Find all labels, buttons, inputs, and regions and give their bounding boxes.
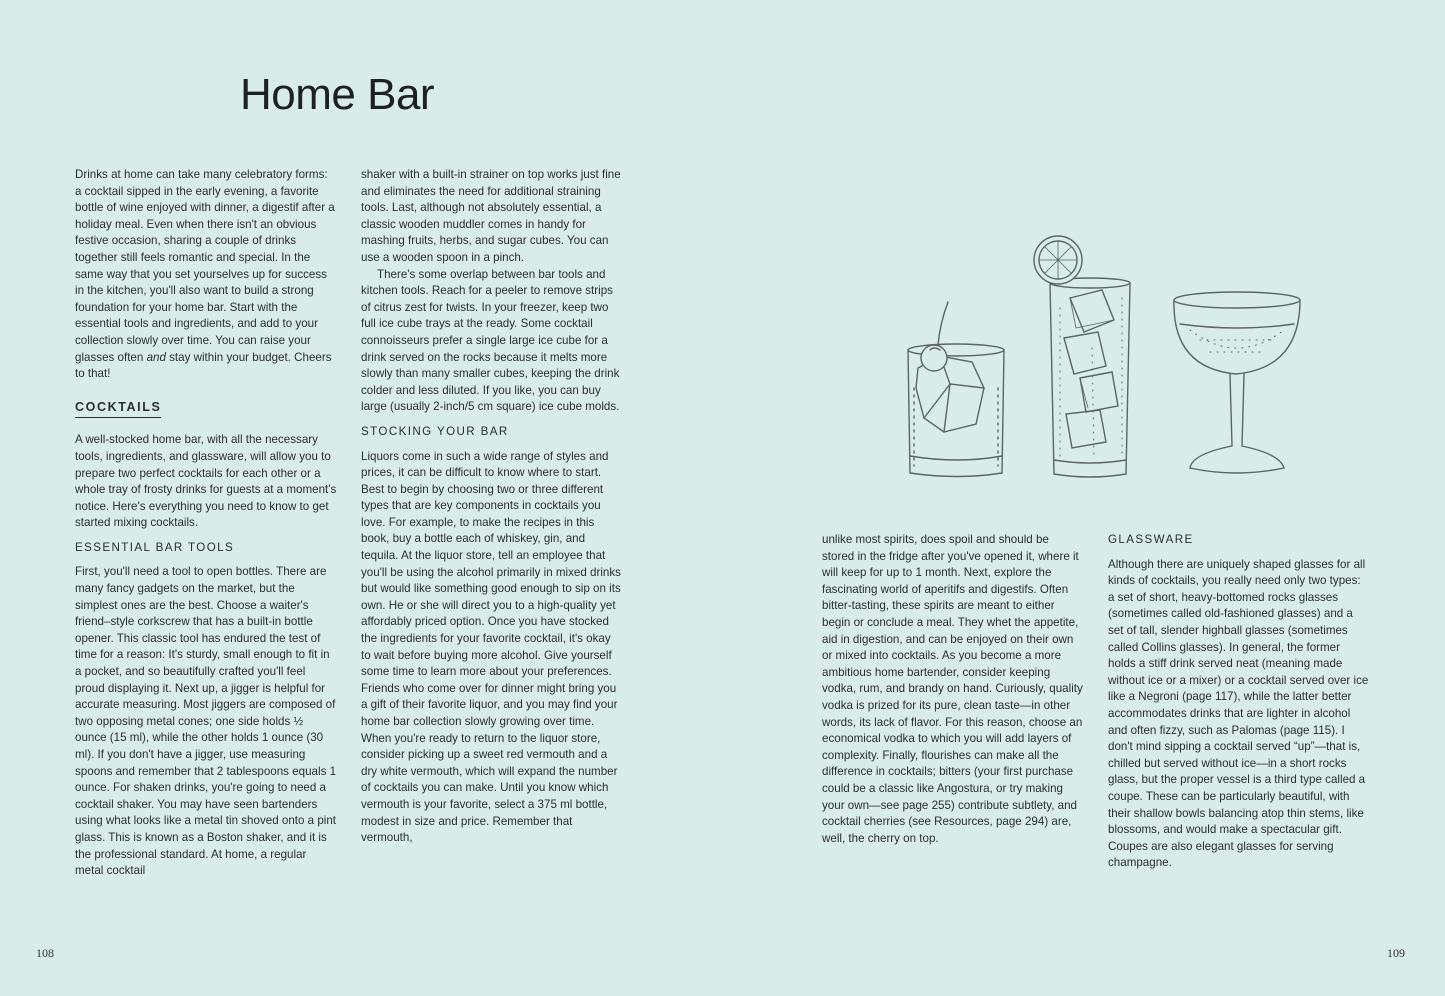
stocking-heading: STOCKING YOUR BAR [361, 424, 509, 438]
essential-tools-heading: ESSENTIAL BAR TOOLS [75, 540, 235, 554]
glassware-heading: GLASSWARE [1108, 533, 1194, 546]
column-2 [361, 167, 623, 847]
page-number-left: 108 [36, 946, 54, 960]
tools-paragraph-2: There's some overlap between bar tools and kitchen tools. Reach for a peeler to remove strips of citrus zest for twists. In your freezer, keep two full ice cube trays at the ready. Some cocktail connoisseurs prefer a single large ice cube for a drink served on the rocks because it melts more slowly than many smaller cubes, keeping the drink colder and less diluted. If you like, you can buy large (usually 2-inch/5 cm square) ice cube molds. [361, 267, 620, 414]
coupe-glass-icon [1174, 292, 1300, 473]
intro-end: stay within your budget. Cheers to that! [75, 350, 332, 381]
intro-emphasis: and [146, 350, 166, 364]
cocktail-glasses-illustration [880, 228, 1320, 486]
glassware-paragraph: Although there are uniquely shaped glasses for all kinds of cocktails, you really need only two types: a set of short, heavy-bottomed rocks glasses (sometimes called old-fashioned glasses) and a set of tall, slender highball glasses (sometimes called Collins glasses). In general, the former holds a stiff drink served neat (meaning made without ice or a mixer) or a cocktail served over ice like a Negroni (page 117), while the latter better accommodates drinks that are lighter in alcohol and often fizzy, such as Palomas (page 115). I don't mind sipping a cocktail served “up”—that is, chilled but served without ice—in a short rocks glass, but the proper vessel is a third type called a coupe. These can be particularly beautiful, with their shallow bowls balancing atop thin stems, like blossoms, and would make a spectacular gift. Coupes are also elegant glasses for serving champagne. [1108, 557, 1369, 870]
stocking-paragraph: Liquors come in such a wide range of styles and prices, it can be difficult to know where to start. Best to begin by choosing two or three different types that are key components in cocktails you love. For example, to make the recipes in this book, buy a bottle each of whiskey, gin, and tequila. At the liquor store, tell an employee that you'll be using the alcohol primarily in mixed drinks but would like something good enough to sip on its own. He or she will direct you to a high-quality yet affordably priced option. Once you have stocked the ingredients for your favorite cocktail, it's okay to wait before buying more alcohol. Give yourself some time to learn more about your preferences. Friends who come over for dinner might bring you a gift of their favorite liquor, and you may find your home bar collection slowly growing over time. When you're ready to return to the liquor store, consider picking up a sweet red vermouth and a dry white vermouth, which will expand the number of cocktails you can make. Until you know which vermouth is your favorite, select a 375 ml bottle, modest in size and price. Remember that vermouth, [361, 449, 621, 845]
column-3 [822, 532, 1084, 847]
intro-paragraph [75, 167, 337, 383]
cocktails-paragraph: A well-stocked home bar, with all the necessary tools, ingredients, and glassware, will allow you to prepare two perfect cocktails for each other or a whole tray of frosty drinks for guests at a moment's notice. Here's everything you need to know to get started mixing cocktails. [75, 433, 337, 530]
tools-paragraph: First, you'll need a tool to open bottles. There are many fancy gadgets on the market, but the simplest ones are the best. Choose a waiter's friend–style corkscrew that has a built-in bottle opener. This classic tool has endured the test of time for a reason: It's sturdy, small enough to fit in a pocket, and so beautifully crafted you'll feel proud displaying it. Next up, a jigger is helpful for accurate measuring. Most jiggers are composed of two opposing metal cones; one side holds ½ ounce (15 ml), while the other holds 1 ounce (30 ml). If you don't have a jigger, use measuring spoons and remember that 2 tablespoons equals 1 ounce. For shaken drinks, you're going to need a cocktail shaker. You may have seen bartenders using what looks like a metal tin shoved onto a pint glass. This is known as a Boston shaker, and it is the professional standard. At home, a regular metal cocktail [75, 565, 337, 878]
rocks-glass-icon [908, 302, 1004, 477]
intro-text: Drinks at home can take many celebratory forms: a cocktail sipped in the early evening, a favorite bottle of wine enjoyed with dinner, a digestif after a holiday meal. Even when there isn't an obvious festive occasion, sharing a couple of drinks together still feels romantic and special. In the same way that you set yourselves up for success in the kitchen, you'll also want to build a strong foundation for your home bar. Start with the essential tools and ingredients, and add to your collection slowly over time. You can raise your glasses often [75, 168, 335, 364]
column-4 [1108, 532, 1370, 872]
column-1 [75, 167, 337, 880]
tools-paragraph-continued: shaker with a built-in strainer on top works just fine and eliminates the need for additional straining tools. Last, although not absolutely essential, a classic wooden muddler comes in handy for mashing fruits, herbs, and sugar cubes. You can use a wooden spoon in a pinch. [361, 168, 621, 264]
highball-glass-icon [1034, 236, 1130, 477]
cocktails-heading: COCKTAILS [75, 399, 161, 419]
stocking-paragraph-continued: unlike most spirits, does spoil and should be stored in the fridge after you've opened it, where it will keep for up to 1 month. Next, explore the fascinating world of aperitifs and digestifs. Often bitter-tasting, these spirits are meant to either begin or conclude a meal. They whet the appetite, aid in digestion, and can be enjoyed on their own or mixed into cocktails. As you become a more ambitious home bartender, consider keeping vodka, rum, and brandy on hand. Curiously, quality vodka is prized for its pure, clean taste—in other words, its lack of flavor. For this reason, choose an economical vodka to which you will add layers of complexity. Finally, flourishes can make all the difference in cocktails; bitters (your first purchase could be a classic like Angostura, or try making your own—see page 255) contribute subtlety, and cocktail cherries (see Resources, page 294) are, well, the cherry on top. [822, 533, 1083, 845]
page-number-right: 109 [1387, 946, 1405, 960]
page-title: Home Bar [240, 70, 435, 119]
